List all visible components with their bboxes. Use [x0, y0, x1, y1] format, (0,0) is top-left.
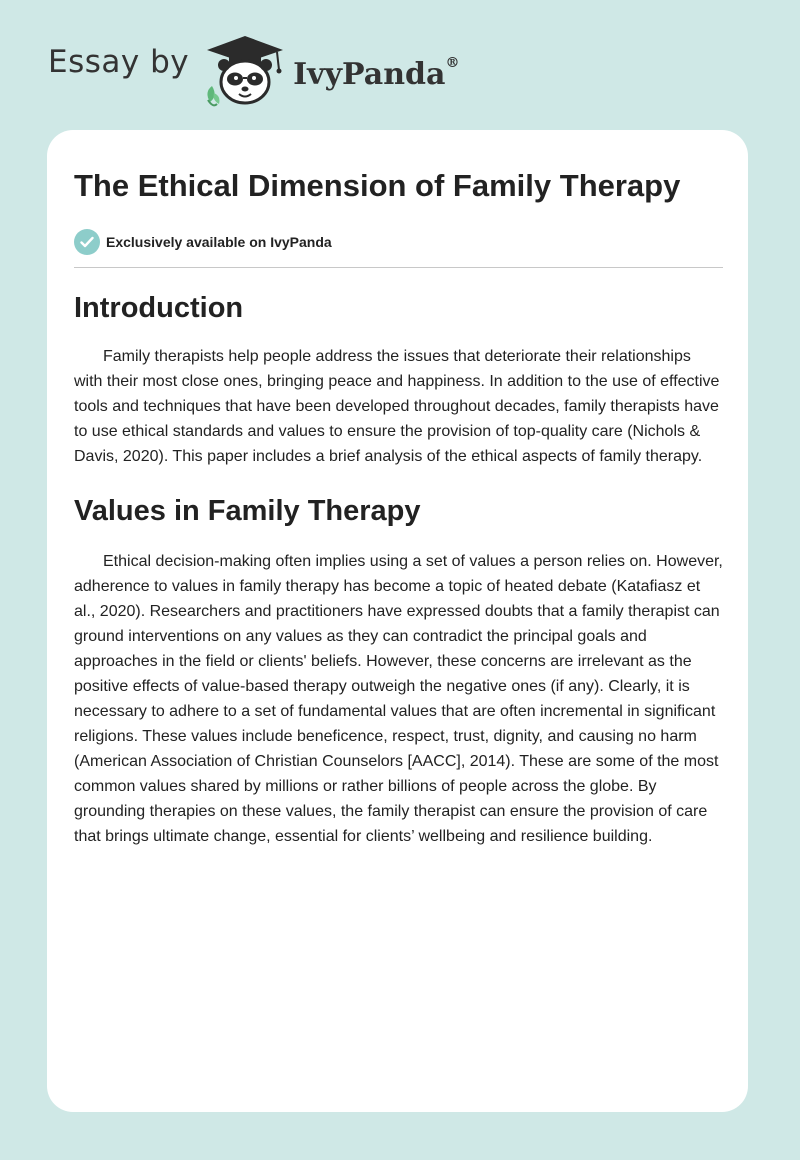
- divider: [74, 267, 723, 268]
- panda-logo-icon[interactable]: [199, 30, 291, 110]
- exclusive-label: Exclusively available on IvyPanda: [106, 234, 332, 250]
- ivy-leaf-icon: [208, 86, 220, 105]
- brand-name[interactable]: IvyPanda®: [293, 54, 460, 92]
- check-icon: [74, 229, 100, 255]
- essay-title: The Ethical Dimension of Family Therapy: [74, 168, 681, 203]
- essay-by-label: Essay by: [48, 44, 190, 80]
- essay-card: [47, 130, 748, 1112]
- site-header: [48, 30, 459, 110]
- exclusive-badge: [74, 229, 723, 255]
- section-heading-introduction: Introduction: [74, 292, 244, 324]
- section-paragraph-introduction: Family therapists help people address the issues that deteriorate their relationships with their most close ones, bringing peace and happiness. In addition to the use of effective tools and techniques that have been developed throughout decades, family therapists have to use ethical standards and values to ensure the provision of top-quality care (Nichols & Davis, 2020). This paper includes a brief analysis of the ethical aspects of family therapy.: [74, 348, 720, 465]
- section-paragraph-values: Ethical decision-making often implies using a set of values a person relies on. However, adherence to values in family therapy has become a topic of heated debate (Katafiasz et al., 2020). Researchers and practitioners have expressed doubts that a family therapist can ground interventions on any values as they can contradict the principal goals and approaches in the field or clients' beliefs. However, these concerns are irrelevant as the positive effects of value-based therapy outweigh the negative ones (if any). Clearly, it is necessary to adhere to a set of fundamental values that are often incremental in significant religions. These values include beneficence, respect, trust, dignity, and causing no harm (American Association of Christian Counselors [AACC], 2014). These are some of the most common values shared by millions or rather billions of people across the globe. By grounding therapies on these values, the family therapist can ensure the provision of care that brings ultimate change, essential for clients’ wellbeing and resilience building.: [74, 553, 723, 845]
- registered-mark: ®: [445, 54, 460, 71]
- section-heading-values: Values in Family Therapy: [74, 495, 421, 527]
